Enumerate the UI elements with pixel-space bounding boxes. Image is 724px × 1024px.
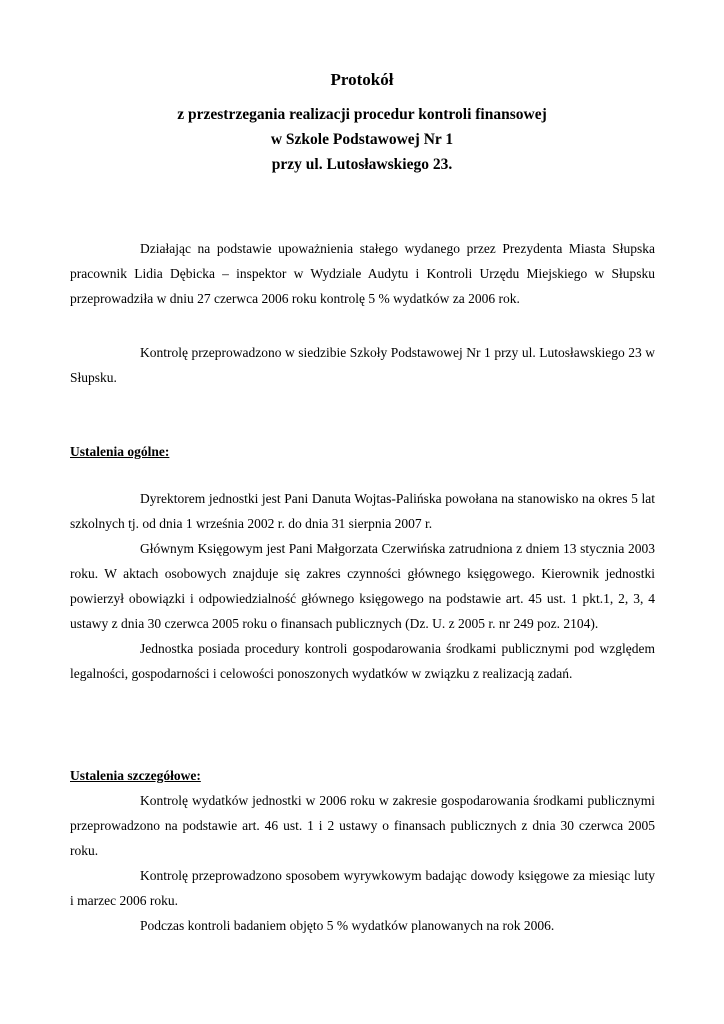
document-subtitle-line-2: w Szkole Podstawowej Nr 1 (270, 131, 454, 148)
general-findings-heading: Ustalenia ogólne: (70, 444, 170, 459)
intro-paragraph-2: Kontrolę przeprowadzono w siedzibie Szkoły Podstawowej Nr 1 przy ul. Lutosławskiego 23 w Słupsku. (70, 345, 655, 385)
document-title: Protokół (330, 70, 394, 89)
detailed-findings-heading: Ustalenia szczegółowe: (70, 768, 201, 783)
intro-paragraph-1-block (70, 236, 655, 311)
document-title-block (0, 70, 724, 177)
detailed-findings-paragraph-1: Kontrolę wydatków jednostki w 2006 roku w zakresie gospodarowania środkami publicznymi przeprowadzono na podstawie art. 46 ust. 1 i 2 ustawy o finansach publicznych z dnia 30 czerwca 2005 roku. (70, 793, 655, 858)
general-findings-paragraph-3: Jednostka posiada procedury kontroli gospodarowania środkami publicznymi pod względem legalności, gospodarności i celowości ponoszonych wydatków w związku z realizacją zadań. (70, 641, 655, 681)
intro-paragraph-2-block (70, 340, 655, 390)
intro-paragraph-1: Działając na podstawie upoważnienia stałego wydanego przez Prezydenta Miasta Słupska pracownik Lidia Dębicka – inspektor w Wydziale Audytu i Kontroli Urzędu Miejskiego w Słupsku przeprowadziła w dniu 27 czerwca 2006 roku kontrolę 5 % wydatków za 2006 rok. (70, 241, 655, 306)
general-findings-section (70, 486, 655, 686)
general-findings-paragraph-1: Dyrektorem jednostki jest Pani Danuta Wojtas-Palińska powołana na stanowisko na okres 5 lat szkolnych tj. od dnia 1 września 2002 r. do dnia 31 sierpnia 2007 r. (70, 491, 655, 531)
document-subtitle-line-3: przy ul. Lutosławskiego 23. (271, 156, 453, 173)
document-subtitle-line-1: z przestrzegania realizacji procedur kontroli finansowej (177, 106, 547, 123)
general-findings-paragraph-2: Głównym Księgowym jest Pani Małgorzata Czerwińska zatrudniona z dniem 13 stycznia 2003 roku. W aktach osobowych znajduje się zakres czynności głównego księgowego. Kierownik jednostki powierzył obowiązki i odpowiedzialność głównego księgowego na podstawie art. 45 ust. 1 pkt.1, 2, 3, 4 ustawy z dnia 30 czerwca 2005 roku o finansach publicznych (Dz. U. z 2005 r. nr 249 poz. 2104). (70, 541, 655, 631)
detailed-findings-paragraph-3: Podczas kontroli badaniem objęto 5 % wydatków planowanych na rok 2006. (140, 918, 555, 933)
detailed-findings-paragraph-2: Kontrolę przeprowadzono sposobem wyrywkowym badając dowody księgowe za miesiąc luty i marzec 2006 roku. (70, 868, 655, 908)
detailed-findings-section (70, 788, 655, 938)
